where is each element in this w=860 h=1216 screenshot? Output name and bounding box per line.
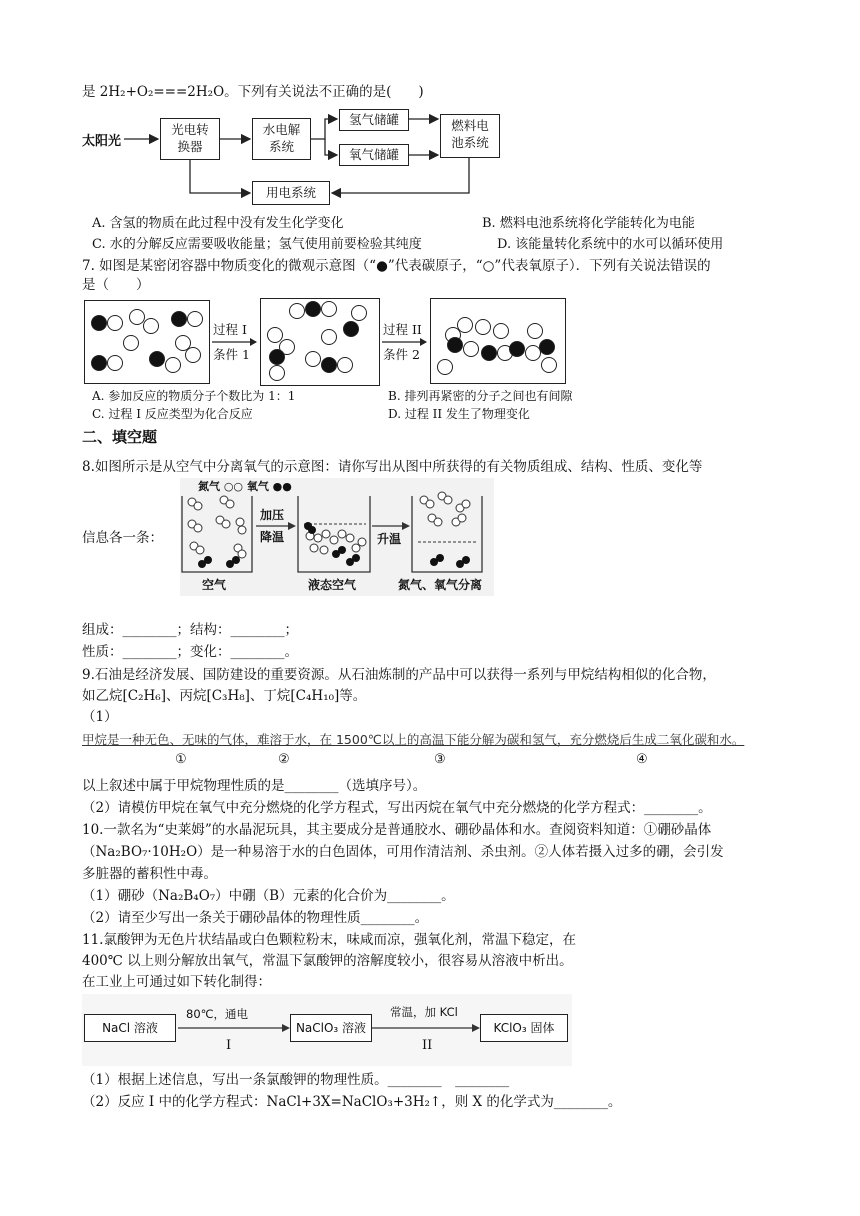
q8-stem: 8.如图所示是从空气中分离氧气的示意图：请你写出从图中所获得的有关物质组成、结构、性质、变化等 xyxy=(82,459,703,475)
liquid-air-label: 液态空气 xyxy=(308,578,357,592)
carbon-atom xyxy=(447,337,463,353)
carbon-atom xyxy=(509,341,525,357)
q6-stem: 是 2H₂+O₂===2H₂O。下列有关说法不正确的是( ) xyxy=(82,84,424,100)
naclo3-solution-box: NaClO₃ 溶液 xyxy=(290,1014,372,1042)
q7-state3-box xyxy=(430,298,566,384)
methane-description: 甲烷是一种无色、无味的气体，难溶于水，在 1500℃以上的高温下能分解为碳和氢气，充分燃烧后生成二氧化碳和水。 xyxy=(82,732,745,747)
oxygen-atom xyxy=(475,319,491,335)
oxygen-atom xyxy=(321,329,337,345)
separated-label: 氮气、氧气分离 xyxy=(398,578,483,592)
q6-option-a: A. 含氢的物质在此过程中没有发生化学变化 xyxy=(92,216,344,231)
process2-label: 过程 II xyxy=(383,322,422,337)
oxygen-atom xyxy=(187,311,203,327)
carbon-atom xyxy=(171,311,187,327)
energy-flow-diagram xyxy=(0,0,860,240)
electrolysis-box: 水电解 系统 xyxy=(252,118,311,160)
oxygen-atom xyxy=(107,355,123,371)
carbon-atom xyxy=(91,355,107,371)
kclo3-process-figure xyxy=(82,994,572,1066)
q7-option-c: C. 过程 I 反应类型为化合反应 xyxy=(92,407,253,421)
q9-part1-label: （1） xyxy=(82,709,118,725)
oxygen-atom xyxy=(185,347,201,363)
q7-state1-box xyxy=(84,300,210,384)
q11-line3: 在工业上可通过如下转化制得： xyxy=(82,974,271,990)
air-label: 空气 xyxy=(202,578,227,592)
q7-state2-box xyxy=(260,298,380,386)
nacl-solution-box: NaCl 溶液 xyxy=(84,1014,176,1042)
heat-label: 升温 xyxy=(377,532,402,546)
q8-blank-line2: 性质：________；变化：________。 xyxy=(82,644,298,660)
q11-line1: 11.氯酸钾为无色片状结晶或白色颗粒粉末，味咸而凉，强氧化剂，常温下稳定，在 xyxy=(82,932,576,948)
fuel-cell-box: 燃料电 池系统 xyxy=(440,114,500,158)
step2-roman: II xyxy=(422,1038,433,1053)
process2-arrow xyxy=(380,300,430,382)
kclo3-solid-box: KClO₃ 固体 xyxy=(480,1014,568,1042)
q10-line1: 10.一款名为“史莱姆”的水晶泥玩具，其主要成分是普通胶水、硼砂晶体和水。查阅资料知道：①硼砂晶体 xyxy=(82,822,712,838)
cool-label: 降温 xyxy=(260,530,285,544)
section-heading: 二、填空题 xyxy=(82,428,158,446)
q6-option-b: B. 燃料电池系统将化学能转化为电能 xyxy=(482,216,695,231)
q8-blank-line1: 组成：________；结构：________； xyxy=(82,622,298,638)
q11-line5: （2）反应 I 中的化学方程式：NaCl+3X=NaClO₃+3H₂↑，则 X 的化学式为________。 xyxy=(82,1094,622,1110)
oxygen-atom xyxy=(305,351,321,367)
oxygen-atom xyxy=(107,315,123,331)
q6-option-c: C. 水的分解反应需要吸收能量；氢气使用前要检验其纯度 xyxy=(92,237,422,252)
q7-option-d: D. 过程 II 发生了物理变化 xyxy=(388,407,530,421)
power-use-box: 用电系统 xyxy=(252,181,330,205)
q11-line2: 400℃ 以上则分解放出氧气，常温下氯酸钾的溶解度较小，很容易从溶液中析出。 xyxy=(82,953,573,969)
air-separation-figure xyxy=(180,478,494,596)
q10-line3: 多脏器的蓄积性中毒。 xyxy=(82,866,217,882)
process1-label: 过程 I xyxy=(213,322,247,337)
q11-line4: （1）根据上述信息，写出一条氯酸钾的物理性质。________ ________ xyxy=(82,1072,510,1088)
oxygen-atom xyxy=(337,357,353,373)
oxygen-atom xyxy=(541,357,557,373)
oxygen-atom xyxy=(351,305,367,321)
step1-condition: 80℃，通电 xyxy=(186,1007,249,1021)
oxygen-atom xyxy=(493,323,509,339)
oxygen-atom xyxy=(269,365,285,381)
q9-line1: 9.石油是经济发展、国防建设的重要资源。从石油炼制的产品中可以获得一系列与甲烷结构相似的化合物， xyxy=(82,667,716,683)
oxygen-atom xyxy=(437,359,453,375)
oxygen-atom xyxy=(143,318,159,334)
step2-condition: 常温，加 KCl xyxy=(390,1005,458,1019)
oxygen-tank-box: 氧气储罐 xyxy=(339,144,409,166)
compress-label: 加压 xyxy=(260,508,285,522)
carbon-atom xyxy=(149,351,165,367)
hydrogen-tank-box: 氢气储罐 xyxy=(339,109,409,131)
carbon-atom xyxy=(305,301,321,317)
carbon-atom xyxy=(269,349,285,365)
sun-label: 太阳光 xyxy=(82,134,122,149)
q8-info-label: 信息各一条： xyxy=(82,530,163,546)
q9-line2: 如乙烷[C₂H₆]、丙烷[C₃H₈]、丁烷[C₄H₁₀]等。 xyxy=(82,688,367,704)
oxygen-atom xyxy=(289,303,305,319)
q9-line5: （2）请模仿甲烷在氧气中充分燃烧的化学方程式，写出丙烷在氧气中充分燃烧的化学方程式：________。 xyxy=(82,800,712,816)
legend: 氮气 ○○ 氧气 ●● xyxy=(198,480,292,493)
carbon-atom xyxy=(343,321,359,337)
q9-line4: 以上叙述中属于甲烷物理性质的是________（选填序号）。 xyxy=(82,778,427,794)
oxygen-atom xyxy=(321,301,337,317)
q7-option-b: B. 排列再紧密的分子之间也有间隙 xyxy=(388,389,573,403)
oxygen-atom xyxy=(457,317,473,333)
carbon-atom xyxy=(539,339,555,355)
q6-option-d: D. 该能量转化系统中的水可以循环使用 xyxy=(497,237,724,252)
q7-stem-line1: 7. 如图是某密闭容器中物质变化的微观示意图（“●”代表碳原子，“○”代表氧原子）．下列有关说法错误的 xyxy=(82,258,711,274)
oxygen-atom xyxy=(165,357,181,373)
process1-arrow xyxy=(210,300,260,382)
marker-3: ③ xyxy=(434,752,446,767)
carbon-atom xyxy=(481,345,497,361)
carbon-atom xyxy=(321,357,337,373)
oxygen-atom xyxy=(123,335,139,351)
marker-2: ② xyxy=(278,752,290,767)
q7-stem-line2: 是（ ） xyxy=(82,277,150,293)
q10-line5: （2）请至少写出一条关于硼砂晶体的物理性质________。 xyxy=(82,910,429,926)
marker-1: ① xyxy=(175,752,187,767)
condition1-label: 条件 1 xyxy=(213,347,250,362)
carbon-atom xyxy=(91,315,107,331)
oxygen-atom xyxy=(527,323,543,339)
pv-converter-box: 光电转 换器 xyxy=(160,118,220,160)
q7-option-a: A. 参加反应的物质分子个数比为 1：1 xyxy=(92,389,296,403)
oxygen-atom xyxy=(463,341,479,357)
condition2-label: 条件 2 xyxy=(383,347,420,362)
marker-4: ④ xyxy=(636,752,648,767)
q10-line2: （Na₂BO₇·10H₂O）是一种易溶于水的白色固体，可用作清洁剂、杀虫剂。②人体若摄入过多的硼，会引发 xyxy=(82,844,724,860)
step1-roman: I xyxy=(226,1038,232,1053)
q10-line4: （1）硼砂（Na₂B₄O₇）中硼（B）元素的化合价为________。 xyxy=(82,888,455,904)
